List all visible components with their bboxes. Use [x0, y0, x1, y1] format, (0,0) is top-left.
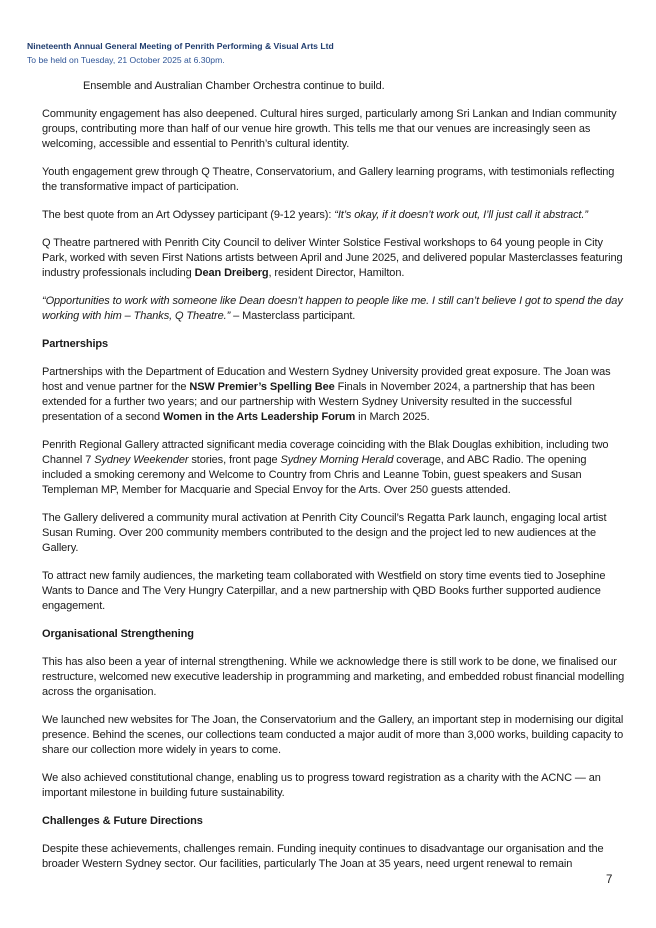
heading-partnerships: Partnerships: [42, 338, 109, 350]
heading-organisational-strengthening: Organisational Strengthening: [42, 628, 194, 640]
paragraph-youth-engagement: Youth engagement grew through Q Theatre, Conservatorium, and Gallery learning programs, with testimonials reflecting the transformative impact of participation.: [42, 166, 615, 193]
gallery-text-3: coverage, and ABC Radio. The opening included a smoking ceremony and Welcome to Country from Chris and Leanne Tobin, guest speakers and Susan Templeman MP, Member for Macquarie and Special Envoy for the Arts. Over 250 guests attended.: [42, 454, 587, 496]
heading-challenges: Challenges & Future Directions: [42, 815, 203, 827]
page-number: 7: [606, 874, 613, 886]
sydney-morning-herald: Sydney Morning Herald: [280, 454, 394, 466]
partnerships-text-3: in March 2025.: [355, 411, 430, 423]
paragraph-new-websites: We launched new websites for The Joan, the Conservatorium and the Gallery, an important step in modernising our digital presence. Behind the scenes, our collections team conducted a major audit of more than 3,000 works, building capacity to share our collection more widely in years to come.: [42, 714, 624, 756]
highlight-spelling-bee: NSW Premier’s Spelling Bee: [189, 381, 335, 393]
partnerships-text-2: Finals in November 2024, a partnership that has been extended for a further two years; and our partnership with Western Sydney University resulted in the successful presentation of a second: [42, 381, 595, 423]
paragraph-art-odyssey-quote: [42, 208, 628, 223]
paragraph-community-mural: The Gallery delivered a community mural activation at Penrith City Council’s Regatta Park launch, engaging local artist Susan Ruming. Over 200 community members contributed to the design and the project led to new audiences at the Gallery.: [42, 512, 607, 554]
paragraph-q-theatre: [42, 236, 628, 281]
paragraph-challenges: Despite these achievements, challenges remain. Funding inequity continues to disadvantage our organisation and the broader Western Sydney sector. Our facilities, particularly The Joan at 35 years, need urgent renewal to remain: [42, 843, 604, 870]
sydney-weekender: Sydney Weekender: [94, 454, 189, 466]
paragraph-constitutional-change: We also achieved constitutional change, enabling us to progress toward registration as a charity with the ACNC — an important milestone in building future sustainability.: [42, 772, 601, 799]
q-theatre-text-end: , resident Director, Hamilton.: [268, 267, 405, 279]
highlight-dean-dreiberg: Dean Dreiberg: [194, 267, 269, 279]
quote-intro: The best quote from an Art Odyssey participant (9-12 years):: [42, 209, 335, 221]
document-header: [27, 39, 334, 67]
participant-quote: “It’s okay, if it doesn’t work out, I’ll just call it abstract.”: [334, 209, 588, 221]
q-theatre-text: Q Theatre partnered with Penrith City Council to deliver Winter Solstice Festival workshops to 64 young people in City Park, worked with seven First Nations artists between April and June 2025, and delivered popular Masterclasses featuring industry professionals including: [42, 237, 623, 279]
paragraph-family-audiences: To attract new family audiences, the marketing team collaborated with Westfield on story time events tied to Josephine Wants to Dance and The Very Hungry Caterpillar, and a new partnership with QBD Books further supported audience engagement.: [42, 570, 606, 612]
paragraph-masterclass-quote: [42, 294, 628, 324]
paragraph-gallery-media: [42, 438, 628, 498]
highlight-leadership-forum: Women in the Arts Leadership Forum: [163, 411, 356, 423]
masterclass-attribution: – Masterclass participant.: [230, 310, 356, 322]
paragraph-continuation: Ensemble and Australian Chamber Orchestra continue to build.: [83, 80, 385, 92]
partnerships-text-1: Partnerships with the Department of Education and Western Sydney University provided great exposure. The Joan was host and venue partner for the: [42, 366, 611, 393]
masterclass-quote: “Opportunities to work with someone like Dean doesn’t happen to people like me. I still can’t believe I got to spend the day working with him – Thanks, Q Theatre.”: [42, 295, 623, 322]
header-meeting-date: To be held on Tuesday, 21 October 2025 at 6.30pm.: [27, 55, 225, 65]
paragraph-partnerships: [42, 365, 628, 425]
paragraph-community-engagement: Community engagement has also deepened. Cultural hires surged, particularly among Sri Lankan and Indian community groups, contributing more than half of our venue hire growth. This tells me that our venues are increasingly seen as welcoming, accessible and essential to Penrith’s cultural identity.: [42, 108, 617, 150]
document-body: [42, 79, 628, 872]
gallery-text-2: stories, front page: [188, 454, 281, 466]
gallery-text-1: Penrith Regional Gallery attracted significant media coverage coinciding with the Blak Douglas exhibition, including two Channel 7: [42, 439, 609, 466]
header-meeting-title: Nineteenth Annual General Meeting of Penrith Performing & Visual Arts Ltd: [27, 41, 334, 51]
paragraph-internal-strengthening: This has also been a year of internal strengthening. While we acknowledge there is still work to be done, we finalised our restructure, welcomed new executive leadership in programming and marketing, and embedded robust financial modelling across the organisation.: [42, 656, 625, 698]
